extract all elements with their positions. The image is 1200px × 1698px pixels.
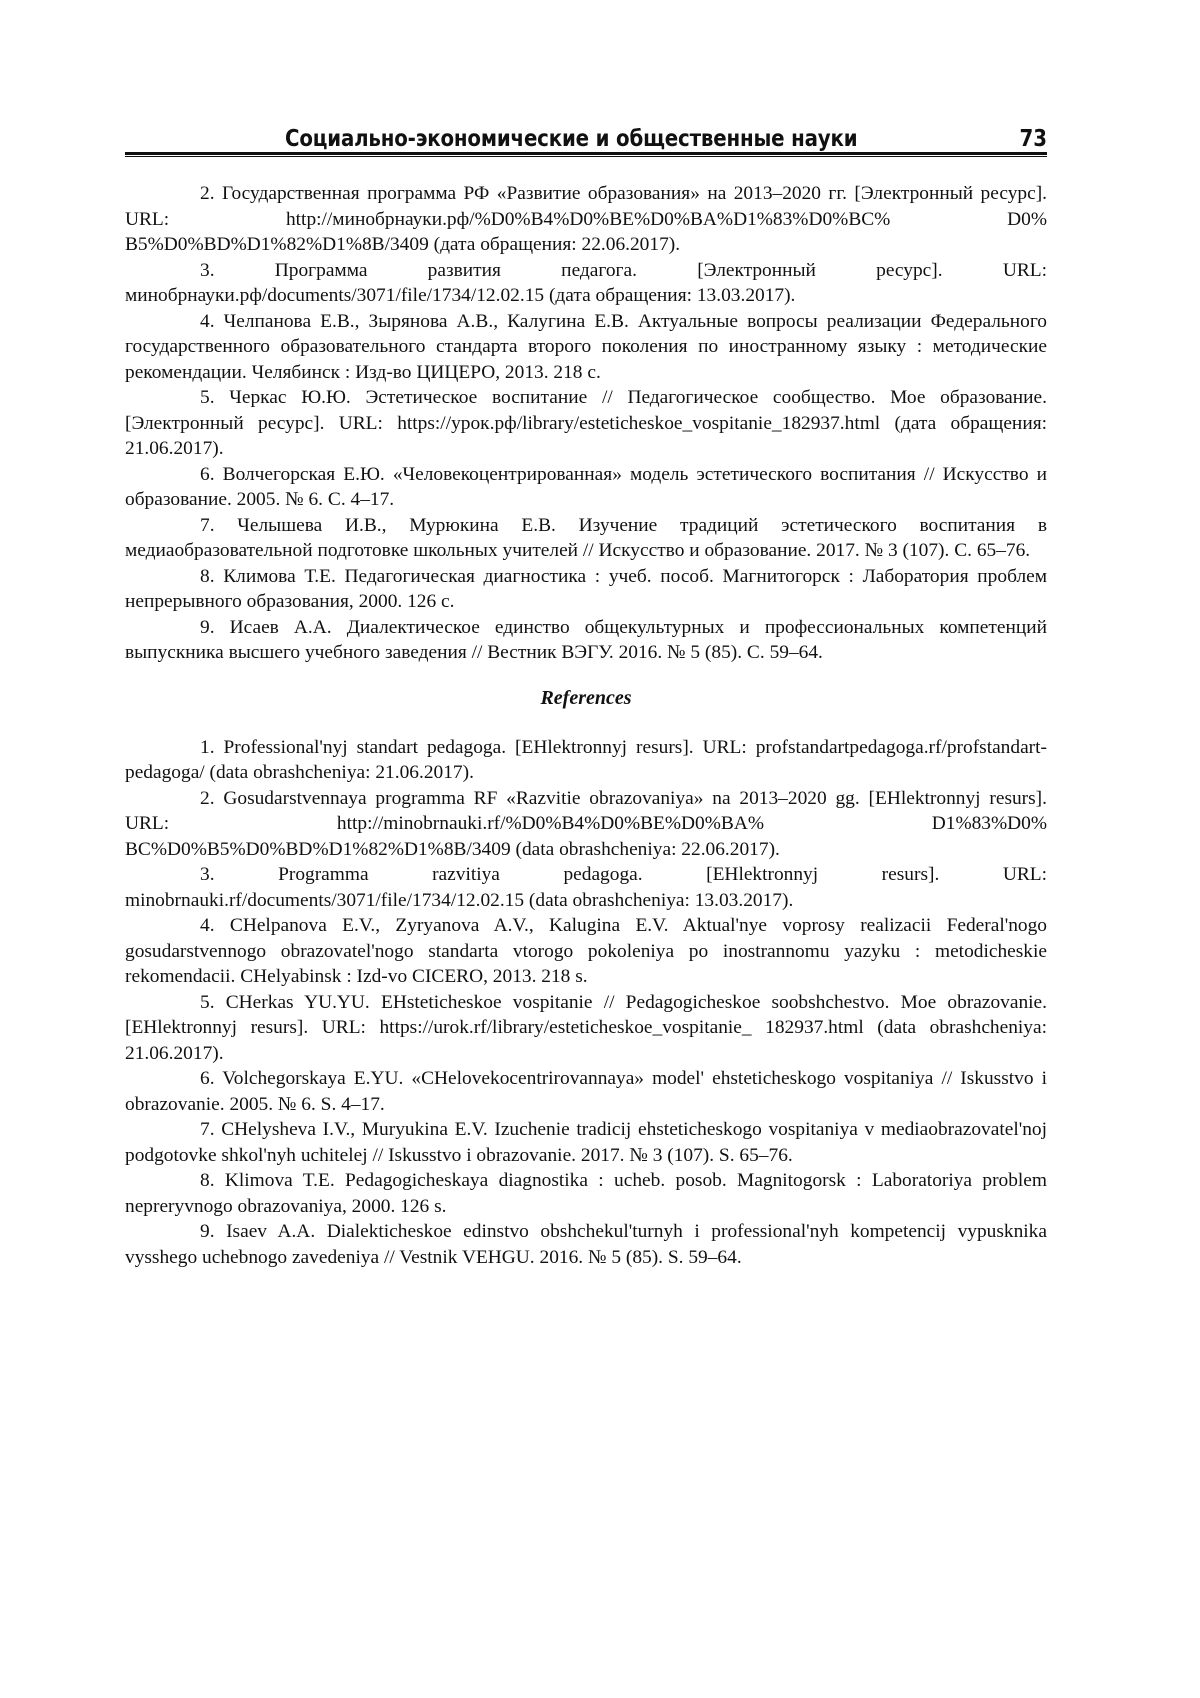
reference-item: 1. Professional'nyj standart pedagoga. [EHlektronnyj resurs]. URL: profstandartpedagoga.rf/profstandart-pedagoga/ (data obrashcheniya: 21.06.2017). (125, 736, 1047, 783)
reference-item: 5. Черкас Ю.Ю. Эстетическое воспитание // Педагогическое сообщество. Мое образование. [Электронный ресурс]. URL: https://урок.рф/library/esteticheskoe_vospitanie_182937.html (дата обращения: 21.06.2017). (125, 387, 1047, 459)
reference-item: 4. CHelpanova E.V., Zyryanova A.V., Kalugina E.V. Aktual'nye voprosy realizacii Federal'nogo gosudarstvennogo obrazovatel'nogo standarta vtorogo pokoleniya po inostrannomu yazyku : metodicheskie rekomendacii. CHelyabinsk : Izd-vo CICERO, 2013. 218 s. (125, 915, 1047, 987)
running-header (125, 124, 1047, 154)
reference-item: 7. CHelysheva I.V., Muryukina E.V. Izuchenie tradicij ehsteticheskogo vospitaniya v mediaobrazovatel'noj podgotovke shkol'nyh uchitelej // Iskusstvo i obrazovanie. 2017. № 3 (107). S. 65–76. (125, 1119, 1047, 1166)
article-body (125, 181, 1047, 1270)
reference-item: 6. Волчегорская Е.Ю. «Человекоцентрированная» модель эстетического воспитания // Искусство и образование. 2005. № 6. С. 4–17. (125, 463, 1047, 510)
reference-item: 9. Исаев А.А. Диалектическое единство общекультурных и профессиональных компетенций выпускника высшего учебного заведения // Вестник ВЭГУ. 2016. № 5 (85). С. 59–64. (125, 616, 1047, 663)
reference-item: 8. Климова Т.Е. Педагогическая диагностика : учеб. пособ. Магнитогорск : Лаборатория проблем непрерывного образования, 2000. 126 с. (125, 565, 1047, 612)
header-rule (125, 152, 1047, 157)
reference-item: 9. Isaev A.A. Dialekticheskoe edinstvo obshchekul'turnyh i professional'nyh kompetencij vypusknika vysshego uchebnogo zavedeniya // Vestnik VEHGU. 2016. № 5 (85). S. 59–64. (125, 1221, 1047, 1268)
reference-item: 8. Klimova T.E. Pedagogicheskaya diagnostika : ucheb. posob. Magnitogorsk : Laboratoriya problem nepreryvnogo obrazovaniya, 2000. 126 s. (125, 1170, 1047, 1217)
reference-item: 3. Программа развития педагога. [Электронный ресурс]. URL: минобрнауки.рф/documents/3071/file/1734/12.02.15 (дата обращения: 13.03.2017). (125, 259, 1047, 306)
reference-list-russian (125, 181, 1047, 666)
reference-item: 5. CHerkas YU.YU. EHsteticheskoe vospitanie // Pedagogicheskoe soobshchestvo. Moe obrazovanie. [EHlektronnyj resurs]. URL: https://urok.rf/library/esteticheskoe_vospitanie_ 182937.html (data obrashcheniya: 21.06.2017). (125, 991, 1047, 1064)
reference-item: 3. Programma razvitiya pedagoga. [EHlektronnyj resurs]. URL: minobrnauki.rf/documents/3071/file/1734/12.02.15 (data obrashcheniya: 13.03.2017). (125, 864, 1047, 911)
reference-list-english (125, 735, 1047, 1271)
reference-item: 6. Volchegorskaya E.YU. «CHelovekocentrirovannaya» model' ehsteticheskogo vospitaniya // Iskusstvo i obrazovanie. 2005. № 6. S. 4–17. (125, 1068, 1047, 1115)
running-header-title: Социально-экономические и общественные науки (285, 126, 858, 152)
reference-item: 2. Государственная программа РФ «Развитие образования» на 2013–2020 гг. [Электронный ресурс]. URL: http://минобрнауки.рф/%D0%B4%D0%BE%D0%BA%D1%83%D0%BC% D0% B5%D0%BD%D1%82%D1%8B/3409 (дата обращения: 22.06.2017). (125, 183, 1047, 255)
reference-item: 2. Gosudarstvennaya programma RF «Razvitie obrazovaniya» na 2013–2020 gg. [EHlektronnyj resurs]. URL: http://minobrnauki.rf/%D0%B4%D0%BE%D0%BA% D1%83%D0% BC%D0%B5%D0%BD%D1%82%D1%8B/3409 (data obrashcheniya: 22.06.2017). (125, 787, 1047, 860)
references-heading: References (540, 686, 632, 709)
reference-item: 4. Челпанова Е.В., Зырянова А.В., Калугина Е.В. Актуальные вопросы реализации Федерального государственного образовательного стандарта второго поколения по иностранному языку : методические рекомендации. Челябинск : Изд-во ЦИЦЕРО, 2013. 218 с. (125, 310, 1047, 383)
reference-item: 7. Челышева И.В., Мурюкина Е.В. Изучение традиций эстетического воспитания в медиаобразовательной подготовке школьных учителей // Искусство и образование. 2017. № 3 (107). С. 65–76. (125, 514, 1047, 561)
page-number: 73 (1019, 126, 1047, 152)
